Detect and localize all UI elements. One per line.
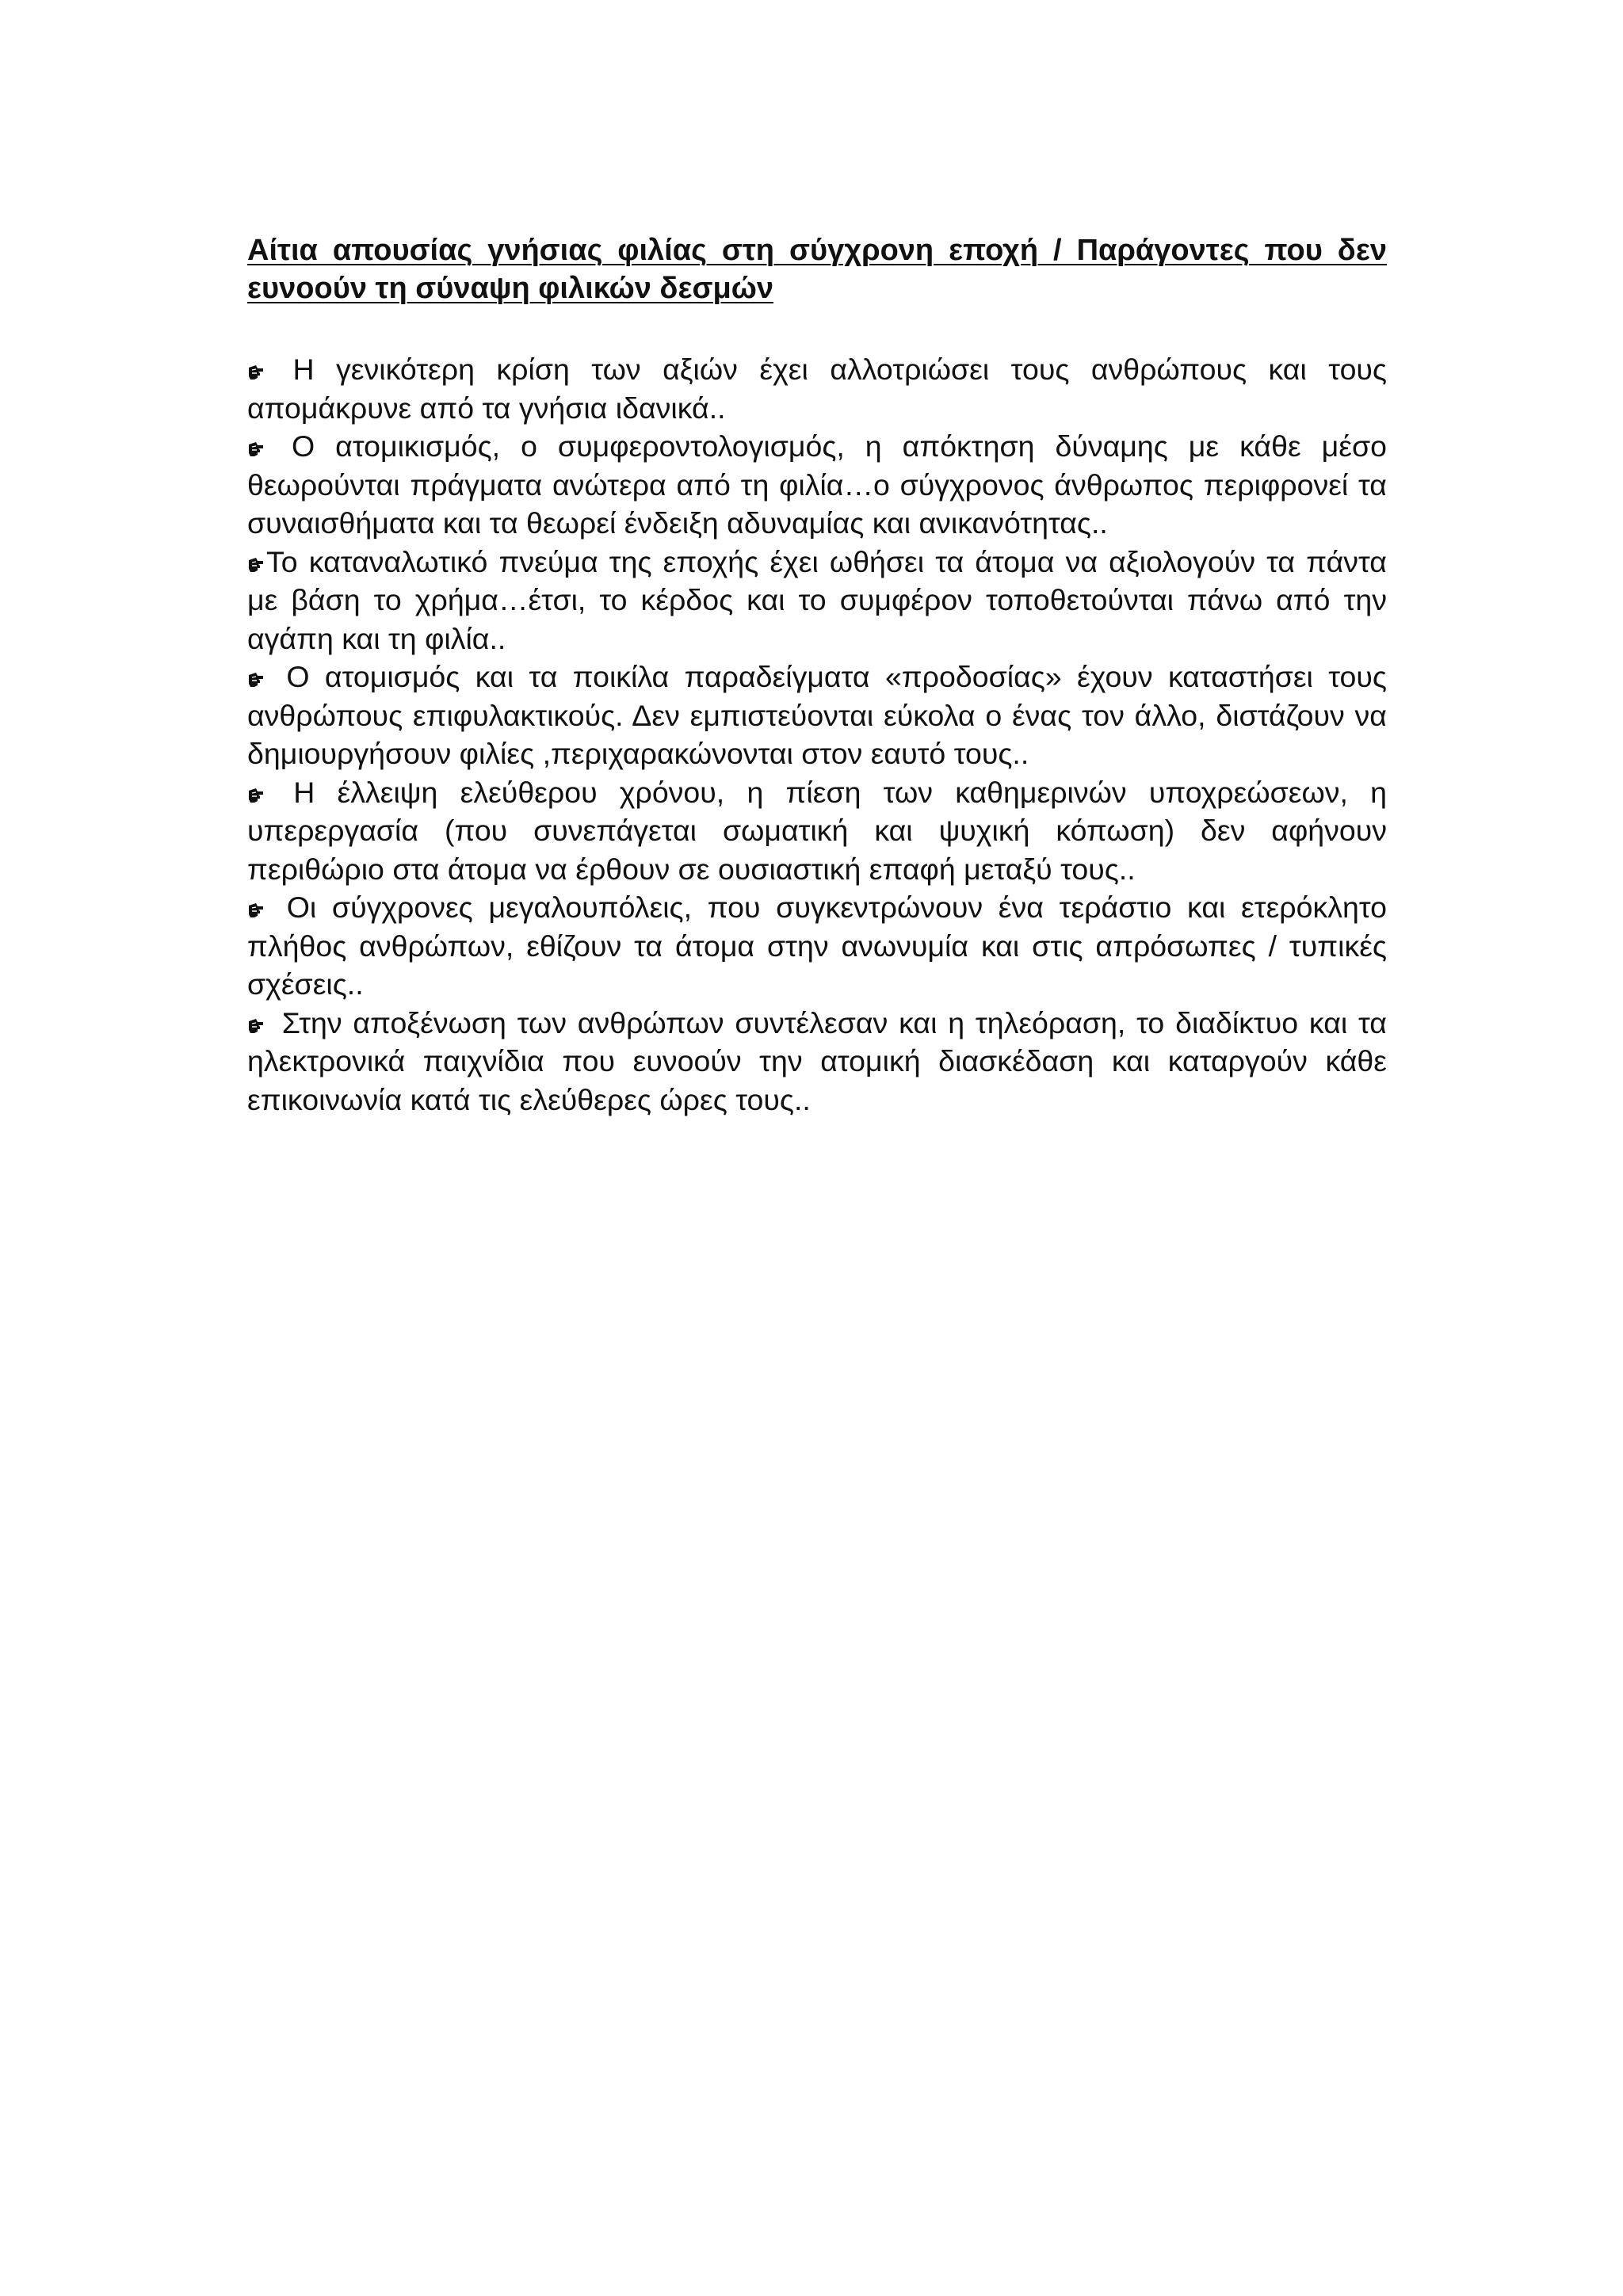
pointing-hand-icon <box>247 902 265 919</box>
bullet-text: Το καταναλωτικό πνεύμα της εποχής έχει ωθήσει τα άτομα να αξιολογούν τα πάντα με βάση το χρήμα…έτσι, το κέρδος και το συμφέρον τοποθετούνται πάνω από την αγάπη και τη φιλία.. <box>247 544 1387 655</box>
bullet-item <box>247 350 1387 427</box>
bullet-item <box>247 543 1387 658</box>
bullet-text: Η γενικότερη κρίση των αξιών έχει αλλοτριώσει τους ανθρώπους και τους απομάκρυνε από τα γνήσια ιδανικά.. <box>247 353 1387 425</box>
pointing-hand-icon <box>247 671 265 688</box>
pointing-hand-icon <box>247 787 265 804</box>
document-body <box>247 231 1387 1119</box>
bullet-item <box>247 773 1387 889</box>
document-title: Αίτια απουσίας γνήσιας φιλίας στη σύγχρονη εποχή / Παράγοντες που δεν ευνοούν τη σύναψη φιλικών δεσμών <box>247 234 1387 305</box>
bullet-text: Στην αποξένωση των ανθρώπων συντέλεσαν και η τηλεόραση, το διαδίκτυο και τα ηλεκτρονικά παιχνίδια που ευνοούν την ατομική διασκέδαση και καταργούν κάθε επικοινωνία κατά τις ελεύθερες ώρες τους.. <box>247 1005 1387 1116</box>
bullet-item <box>247 888 1387 1004</box>
bullet-item <box>247 658 1387 773</box>
bullet-text: Η έλλειψη ελεύθερου χρόνου, η πίεση των καθημερινών υποχρεώσεων, η υπερεργασία (που συνεπάγεται σωματική και ψυχική κόπωση) δεν αφήνουν περιθώριο στα άτομα να έρθουν σε ουσιαστική επαφή μεταξύ τους.. <box>247 775 1387 886</box>
pointing-hand-icon <box>247 441 265 458</box>
pointing-hand-icon <box>247 364 265 381</box>
pointing-hand-icon <box>247 556 265 574</box>
bullet-item <box>247 1004 1387 1119</box>
bullet-text: Ο ατομισμός και τα ποικίλα παραδείγματα «προδοσίας» έχουν καταστήσει τους ανθρώπους επιφυλακτικούς. Δεν εμπιστεύονται εύκολα ο ένας τον άλλο, διστάζουν να δημιουργήσουν φιλίες ,περιχαρακώνονται στον εαυτό τους.. <box>247 660 1387 770</box>
bullet-text: Ο ατομικισμός, ο συμφεροντολογισμός, η απόκτηση δύναμης με κάθε μέσο θεωρούνται πράγματα ανώτερα από τη φιλία…ο σύγχρονος άνθρωπος περιφρονεί τα συναισθήματα και τα θεωρεί ένδειξη αδυναμίας και ανικανότητας.. <box>247 429 1387 540</box>
pointing-hand-icon <box>247 1017 265 1035</box>
bullet-list <box>247 350 1387 1119</box>
bullet-item <box>247 427 1387 543</box>
bullet-text: Οι σύγχρονες μεγαλουπόλεις, που συγκεντρώνουν ένα τεράστιο και ετερόκλητο πλήθος ανθρώπων, εθίζουν τα άτομα στην ανωνυμία και στις απρόσωπες / τυπικές σχέσεις.. <box>247 891 1387 1001</box>
